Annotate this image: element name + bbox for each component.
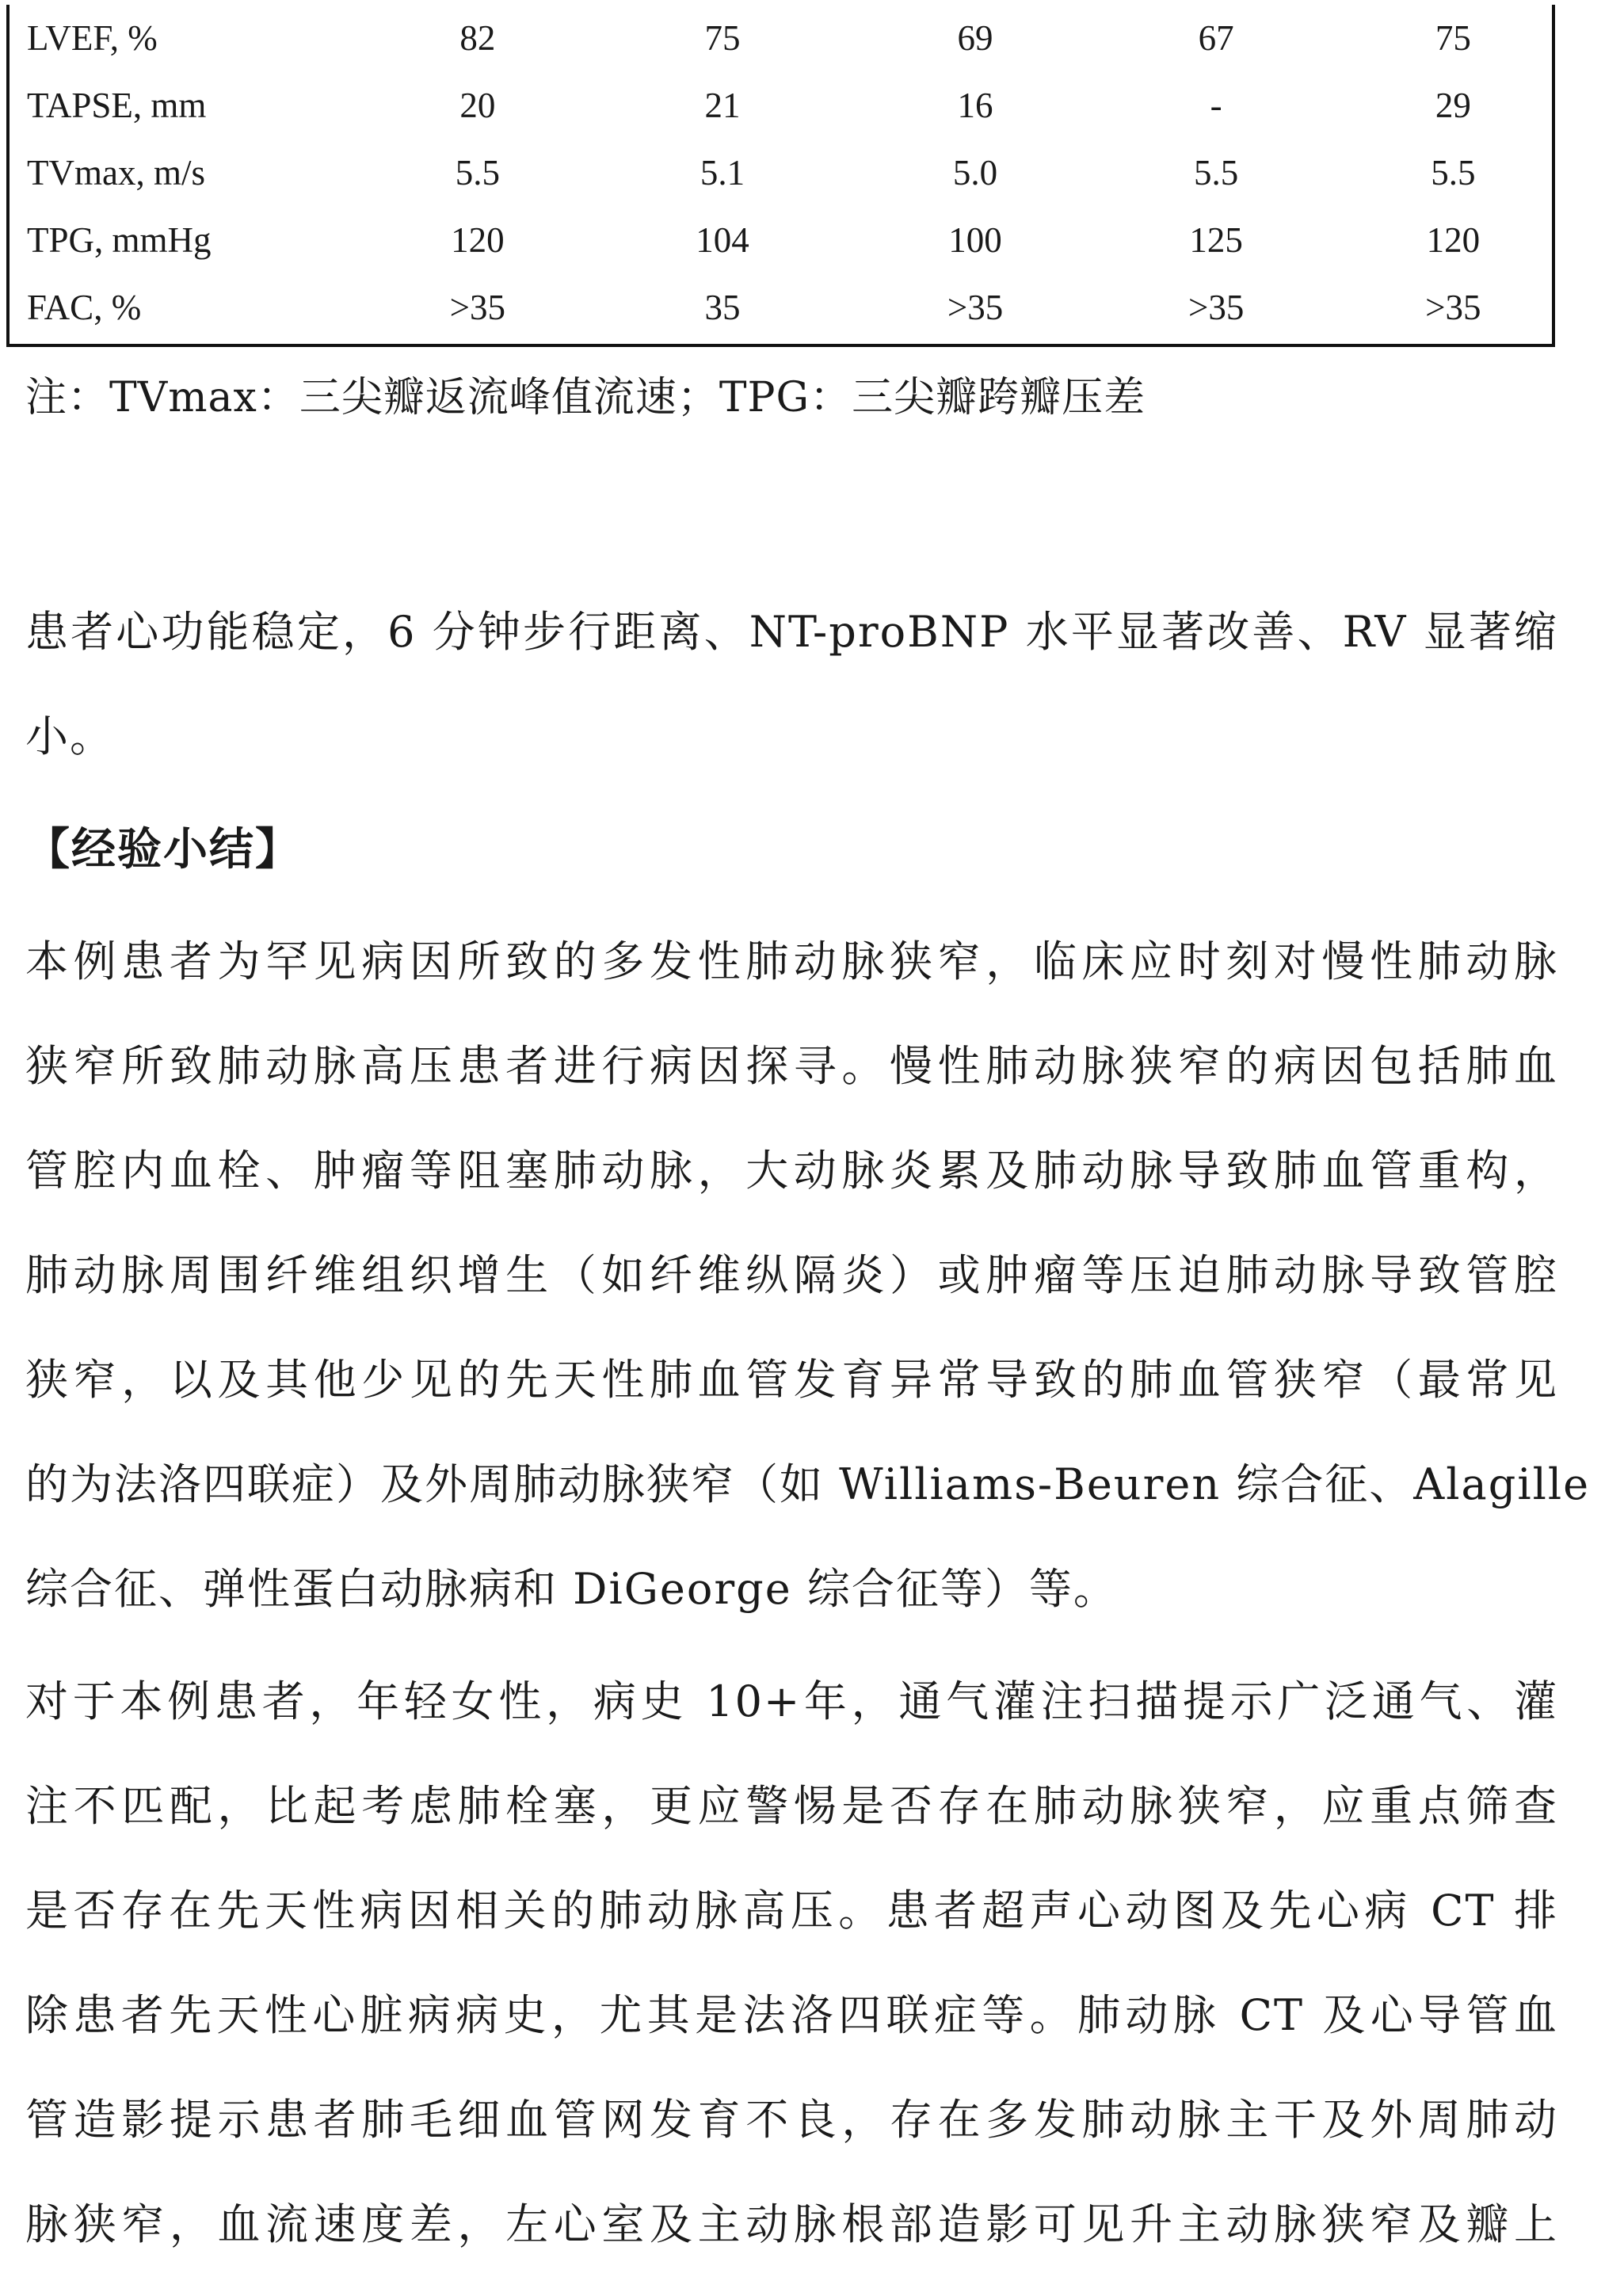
row-label: TAPSE, mm [27, 86, 207, 126]
data-table-box [6, 5, 1555, 347]
table-row [10, 5, 1552, 72]
table-cell: 75 [704, 18, 741, 59]
section-heading: 【经验小结】 [25, 823, 301, 875]
table-note: 注：TVmax：三尖瓣返流峰值流速；TPG：三尖瓣跨瓣压差 [25, 374, 1146, 421]
text-line: 小。 [25, 711, 114, 761]
table-cell: 82 [459, 18, 496, 59]
table-cell: 125 [1189, 219, 1243, 260]
table-cell: 5.1 [700, 152, 745, 193]
table-cell: - [1210, 86, 1222, 126]
row-label: LVEF, % [27, 18, 158, 59]
table-cell: 75 [1435, 18, 1471, 59]
table-cell: 5.5 [1194, 152, 1239, 193]
text-line: 管腔内血栓、肿瘤等阻塞肺动脉，大动脉炎累及肺动脉导致肺血管重构， [25, 1146, 1558, 1196]
table-row [10, 72, 1552, 139]
text-line: 的为法洛四联症）及外周肺动脉狭窄（如 Williams-Beuren 综合征、Alagille [25, 1459, 1591, 1509]
table-cell: >35 [947, 287, 1004, 327]
table-cell: 120 [451, 219, 505, 260]
table-cell: 20 [459, 86, 496, 126]
text-line: 本例患者为罕见病因所致的多发性肺动脉狭窄，临床应时刻对慢性肺动脉 [25, 936, 1558, 986]
text-line: 注不匹配，比起考虑肺栓塞，更应警惕是否存在肺动脉狭窄，应重点筛查 [25, 1781, 1558, 1831]
text-line: 对于本例患者，年轻女性，病史 10+年，通气灌注扫描提示广泛通气、灌 [25, 1676, 1558, 1726]
text-line: 脉狭窄，血流速度差，左心室及主动脉根部造影可见升主动脉狭窄及瓣上 [25, 2199, 1558, 2249]
table-cell: 100 [948, 219, 1002, 260]
table-cell: 67 [1198, 18, 1234, 59]
table-cell: >35 [1425, 287, 1481, 327]
row-label: FAC, % [27, 287, 142, 327]
table-cell: 35 [704, 287, 741, 327]
paragraph-case-analysis [25, 1650, 1558, 2277]
row-label: TPG, mmHg [27, 219, 212, 260]
table-cell: 69 [957, 18, 993, 59]
table-row [10, 273, 1552, 341]
text-line: 综合征、弹性蛋白动脉病和 DiGeorge 综合征等）等。 [25, 1564, 1118, 1614]
table-cell: 104 [696, 219, 749, 260]
table-cell: 29 [1435, 86, 1471, 126]
table-cell: 5.5 [1431, 152, 1476, 193]
table-cell: >35 [449, 287, 506, 327]
table-cell: 16 [957, 86, 993, 126]
text-line: 狭窄，以及其他少见的先天性肺血管发育异常导致的肺血管狭窄（最常见 [25, 1355, 1558, 1405]
table-cell: 5.0 [952, 152, 998, 193]
paragraph-summary [25, 910, 1591, 1642]
table-cell: 120 [1426, 219, 1481, 260]
text-line: 狭窄所致肺动脉高压患者进行病因探寻。慢性肺动脉狭窄的病因包括肺血 [25, 1041, 1558, 1091]
text-line: 管造影提示患者肺毛细血管网发育不良，存在多发肺动脉主干及外周肺动 [25, 2095, 1558, 2145]
paragraph-cardiac-status [25, 580, 1558, 789]
table-cell: 21 [704, 86, 741, 126]
row-label: TVmax, m/s [27, 152, 205, 193]
table-cell: 5.5 [455, 152, 500, 193]
text-line: 除患者先天性心脏病病史，尤其是法洛四联症等。肺动脉 CT 及心导管血 [25, 1990, 1558, 2040]
echo-parameters-table [10, 5, 1552, 341]
text-line: 是否存在先天性病因相关的肺动脉高压。患者超声心动图及先心病 CT 排 [25, 1886, 1558, 1936]
table-cell: >35 [1188, 287, 1245, 327]
text-line: 患者心功能稳定，6 分钟步行距离、NT-proBNP 水平显著改善、RV 显著缩 [25, 607, 1558, 657]
table-row [10, 139, 1552, 207]
table-row [10, 206, 1552, 273]
text-line: 肺动脉周围纤维组织增生（如纤维纵隔炎）或肿瘤等压迫肺动脉导致管腔 [25, 1250, 1558, 1300]
